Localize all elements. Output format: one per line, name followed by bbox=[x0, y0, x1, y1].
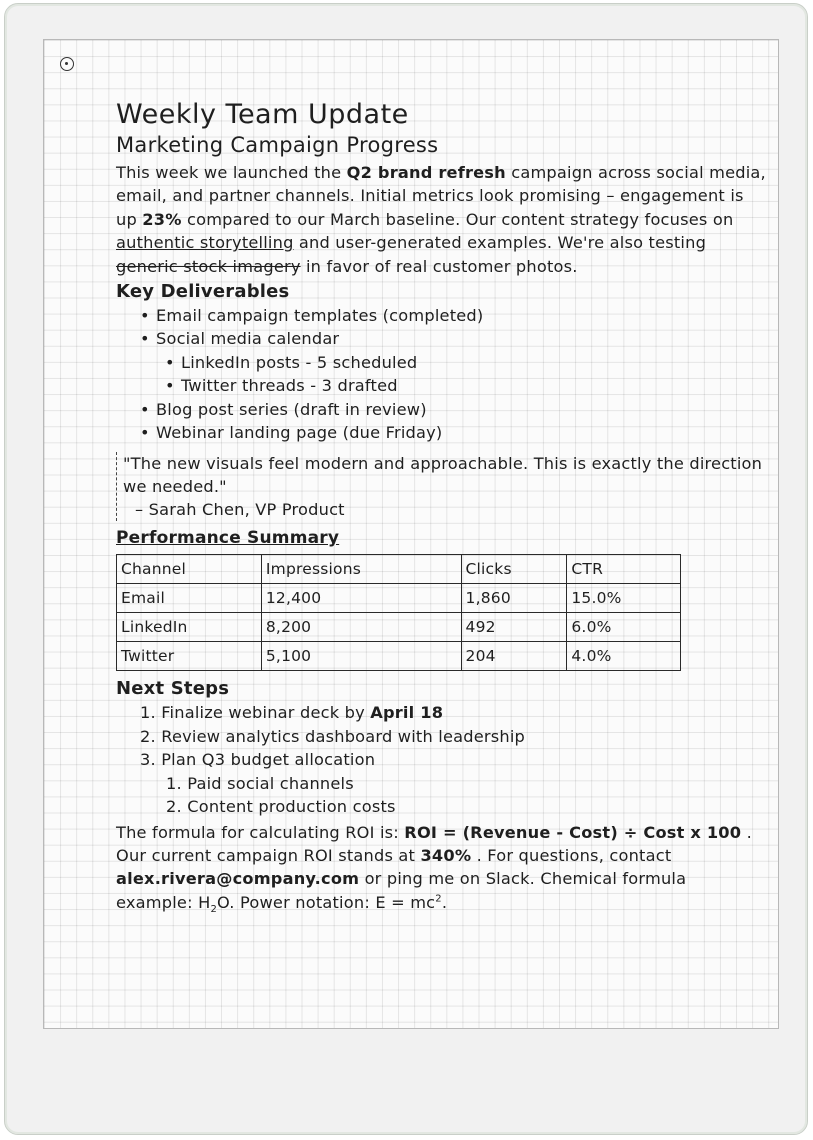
table-cell: LinkedIn bbox=[117, 613, 262, 642]
table-cell: 8,200 bbox=[261, 613, 461, 642]
table-cell: Twitter bbox=[117, 642, 262, 671]
table-header-cell: CTR bbox=[567, 555, 681, 584]
table-header-cell: Channel bbox=[117, 555, 262, 584]
list-item-text: Paid social channels bbox=[187, 773, 354, 793]
deliverables-heading: Key Deliverables bbox=[116, 281, 290, 303]
intro-bold-engagement: 23% bbox=[142, 209, 182, 229]
table-row bbox=[117, 613, 681, 642]
list-item-text: Finalize webinar deck by bbox=[161, 703, 371, 723]
list-item bbox=[116, 772, 766, 795]
deliverables-list bbox=[116, 304, 766, 444]
intro-text: and user-generated examples. We're also testing bbox=[293, 233, 707, 253]
list-item: • Social media calendar bbox=[116, 327, 766, 350]
table-cell: 1,860 bbox=[461, 584, 567, 613]
closing-text: . Our current campaign ROI stands at bbox=[116, 822, 752, 865]
table-row bbox=[117, 584, 681, 613]
table-header-cell: Clicks bbox=[461, 555, 567, 584]
list-number: 1. bbox=[140, 703, 156, 723]
table-header-row bbox=[117, 555, 681, 584]
list-number: 1. bbox=[166, 773, 182, 793]
list-item-text: Review analytics dashboard with leadership bbox=[161, 726, 526, 746]
closing-text: . bbox=[441, 892, 448, 912]
closing-paragraph bbox=[116, 821, 766, 915]
list-item: • Twitter threads - 3 drafted bbox=[116, 374, 766, 397]
list-item bbox=[116, 795, 766, 818]
intro-text: compared to our March baseline. Our content strategy focuses on bbox=[181, 209, 734, 229]
list-number: 3. bbox=[140, 750, 156, 770]
menu-circle-icon[interactable] bbox=[60, 57, 74, 71]
deadline-bold: April 18 bbox=[370, 703, 444, 723]
quote-attribution: – Sarah Chen, VP Product bbox=[135, 500, 345, 520]
subscript: 2 bbox=[210, 903, 218, 915]
intro-text: campaign across social media, email, and partner channels. Initial metrics look promising – engagement is up bbox=[116, 163, 766, 229]
page-title: Weekly Team Update bbox=[116, 99, 409, 130]
table-cell: 492 bbox=[461, 613, 567, 642]
tablet-frame bbox=[4, 3, 808, 1135]
document-content bbox=[116, 98, 766, 914]
roi-value: 340% bbox=[420, 845, 472, 865]
intro-underlined: authentic storytelling bbox=[116, 233, 294, 253]
list-item-text: Content production costs bbox=[187, 797, 396, 817]
performance-table bbox=[116, 554, 681, 671]
intro-text: This week we launched the bbox=[116, 163, 347, 182]
intro-bold-campaign: Q2 brand refresh bbox=[346, 163, 506, 182]
intro-strikethrough: generic stock imagery bbox=[116, 256, 301, 276]
table-cell: 6.0% bbox=[567, 613, 681, 642]
table-cell: 204 bbox=[461, 642, 567, 671]
list-item: • LinkedIn posts - 5 scheduled bbox=[116, 351, 766, 374]
intro-text: in favor of real customer photos. bbox=[300, 256, 578, 276]
table-cell: 15.0% bbox=[567, 584, 681, 613]
list-number: 2. bbox=[166, 797, 182, 817]
list-item: • Webinar landing page (due Friday) bbox=[116, 421, 766, 444]
list-item-text: Plan Q3 budget allocation bbox=[161, 750, 376, 770]
contact-email: alex.rivera@company.com bbox=[116, 869, 360, 889]
next-steps-heading: Next Steps bbox=[116, 678, 230, 700]
section-title-campaign: Marketing Campaign Progress bbox=[116, 133, 439, 157]
list-item: • Email campaign templates (completed) bbox=[116, 304, 766, 327]
closing-text: O. Power notation: E = mc bbox=[217, 892, 436, 912]
closing-text: The formula for calculating ROI is: bbox=[116, 822, 405, 842]
performance-heading: Performance Summary bbox=[116, 528, 340, 549]
table-cell: 4.0% bbox=[567, 642, 681, 671]
list-item: • Blog post series (draft in review) bbox=[116, 398, 766, 421]
next-steps-list bbox=[116, 701, 766, 818]
table-row bbox=[117, 642, 681, 671]
blockquote bbox=[116, 452, 766, 521]
table-header-cell: Impressions bbox=[261, 555, 461, 584]
list-item bbox=[116, 725, 766, 748]
table-cell: 12,400 bbox=[261, 584, 461, 613]
superscript: 2 bbox=[435, 893, 442, 905]
page-canvas[interactable] bbox=[43, 39, 779, 1029]
table-cell: 5,100 bbox=[261, 642, 461, 671]
intro-paragraph bbox=[116, 161, 766, 278]
closing-text: . For questions, contact bbox=[471, 845, 672, 865]
closing-text: or ping me on Slack. Chemical formula example: H bbox=[116, 869, 687, 912]
roi-formula: ROI = (Revenue - Cost) ÷ Cost x 100 bbox=[404, 822, 742, 842]
quote-text: "The new visuals feel modern and approachable. This is exactly the direction we needed." bbox=[123, 454, 763, 497]
list-item bbox=[116, 701, 766, 724]
table-cell: Email bbox=[117, 584, 262, 613]
list-number: 2. bbox=[140, 726, 156, 746]
list-item bbox=[116, 748, 766, 771]
